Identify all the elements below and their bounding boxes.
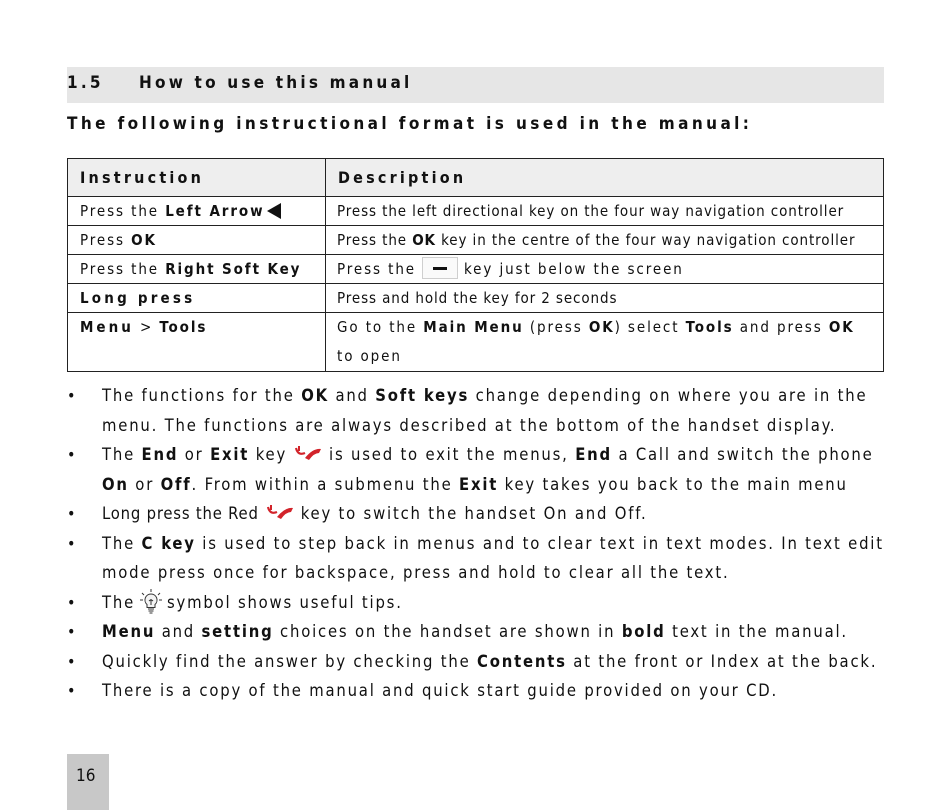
bullet-text: There is a copy of the manual and quick start guide provided on your CD. [102,681,778,700]
instruction-bold-text: Right Soft Key [165,260,302,278]
instruction-separator: > [133,318,160,336]
list-item [67,647,897,677]
left-arrow-icon [267,203,281,219]
instruction-cell [68,197,326,226]
bullet-bold-text: Off [160,474,192,494]
bullet-text: key [249,445,288,464]
bullet-text: is used to exit the menus, [329,445,576,464]
description-cell [326,313,884,372]
bullet-bold-text: Contents [477,651,567,671]
instruction-text: Press the [80,202,166,220]
description-text: Press the [337,231,413,249]
description-cell [326,226,884,255]
bullet-bold-text: Soft keys [375,386,470,405]
instruction-bold-text: Long press [80,289,196,307]
bullet-line [102,470,897,500]
description-text: key just below the screen [464,260,684,278]
description-text: key in the centre of the four way navigation controller [435,231,856,249]
light-bulb-icon [139,588,163,614]
description-cell: Press the left directional key on the four way navigation controller [326,197,884,226]
description-bold-text: Tools [685,318,734,336]
bullet-text: Quickly find the answer by checking the [102,651,478,671]
description-bold-text: OK [588,318,615,336]
instruction-bold-text: Menu [80,318,134,336]
description-cell: Press and hold the key for 2 seconds [326,284,884,313]
list-item [67,588,897,618]
bullet-text: and [155,622,202,641]
instruction-bold-text: Tools [159,318,208,336]
table-row [68,226,884,255]
bullet-text: The [102,592,136,612]
instruction-cell [68,226,326,255]
bullet-bold-text: C key [141,533,196,553]
section-heading [67,73,412,93]
instruction-text: Press [80,231,132,249]
bullet-text: menu. The functions are always described at the bottom of the handset display. [102,415,837,435]
bullet-text: and [328,386,376,405]
description-bold-text: OK [412,231,436,249]
bullet-bold-text: bold [621,622,666,641]
list-item [67,529,897,588]
instruction-format-table [67,158,884,372]
description-text: to open [337,347,402,365]
bullet-text: at the front or Index at the back. [566,651,878,671]
section-title: How to use this manual [139,73,413,93]
bullet-text: Long press the Red [102,504,259,523]
list-item [67,381,897,440]
instruction-cell [68,313,326,372]
bullet-bold-text: On [102,474,129,494]
description-bold-text: Main Menu [423,318,524,336]
instruction-column-header: Instruction [68,159,326,197]
bullet-text: key takes you back to the main menu [498,474,848,494]
description-column-header: Description [326,159,884,197]
bullet-bold-text: Exit [210,445,250,464]
description-text: Go to the [337,318,424,336]
table-header-row [68,159,884,197]
bullet-text: The [102,445,142,464]
bullet-bold-text: End [575,445,612,464]
table-row [68,255,884,284]
instruction-cell [68,284,326,313]
list-item [67,440,897,499]
bullet-text: is used to step back in menus and to clear text in text modes. In text edit [195,533,884,553]
description-cell [326,255,884,284]
bullet-text: The functions for the [102,386,302,405]
description-bold-text: OK [828,318,855,336]
intro-subheading: The following instructional format is used in the manual: [67,114,753,134]
bullet-bold-text: End [141,445,179,464]
table-row [68,284,884,313]
bullet-text: mode press once for backspace, press and hold to clear all the text. [102,563,730,582]
bullet-text: key to switch the handset On and Off. [300,504,648,523]
soft-key-icon [422,257,458,279]
instruction-text: Press the [80,260,166,278]
instruction-bold-text: Left Arrow [165,202,265,220]
instruction-cell [68,255,326,284]
list-item [67,676,897,706]
bullet-bold-text: Menu [102,622,156,641]
tips-bullet-list [67,381,897,706]
bullet-text: text in the manual. [665,622,848,641]
bullet-text: or [178,445,211,464]
instruction-bold-text: OK [131,231,157,249]
description-text: and press [733,318,829,336]
section-number: 1.5 [67,73,104,93]
list-item [67,617,897,647]
description-text: (press [523,318,589,336]
page-number: 16 [76,766,96,786]
bullet-text: change depending on where you are in the [469,386,868,405]
end-call-key-icon [293,444,323,464]
table-row [68,197,884,226]
bullet-text: a Call and switch the phone [611,445,874,464]
description-text: ) select [614,318,686,336]
bullet-text: choices on the handset are shown in [273,622,622,641]
bullet-text: The [102,533,142,553]
bullet-bold-text: OK [301,386,329,405]
description-text: Press the [337,260,416,278]
list-item [67,499,897,529]
end-call-key-icon [265,503,295,523]
bullet-bold-text: setting [201,622,274,641]
bullet-bold-text: Exit [459,474,499,494]
bullet-text: symbol shows useful tips. [167,592,403,612]
bullet-text: or [128,474,161,494]
table-row [68,313,884,372]
bullet-text: . From within a submenu the [191,474,460,494]
